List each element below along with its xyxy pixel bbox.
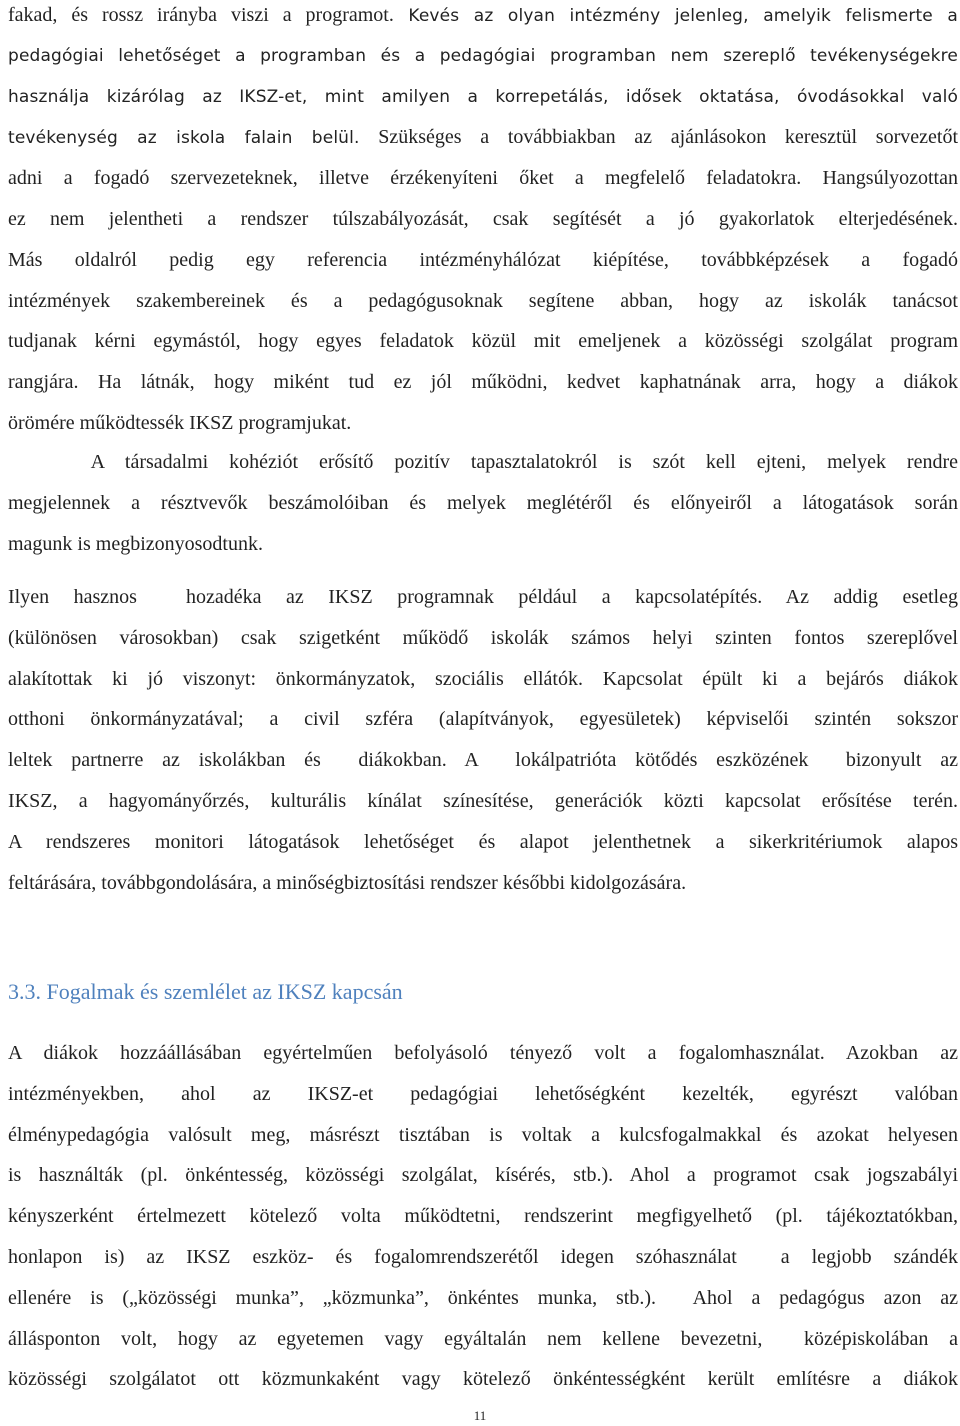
text-line: használja kizárólag az IKSZ-et, mint amilyen a korrepetálás, idősek oktatása, óvodásokkal való [8,86,958,107]
text-line: megjelennek a résztvevők beszámolóiban és melyek meglétéről és előnyeiről a látogatások során [8,491,958,514]
text-line: intézményekben, ahol az IKSZ-et pedagógiai lehetőségként kezelték, egyrészt valóban [8,1082,958,1105]
paragraph-1 [8,0,958,444]
text-line: kényszerként értelmezett kötelező volta működtetni, rendszerint megfigyelhető (pl. tájékoztatókban, [8,1205,958,1228]
text-line: (különösen városokban) csak szigetként működő iskolák számos helyi szinten fontos szereplővel [8,626,958,649]
text-line: A rendszeres monitori látogatások lehetőséget és alapot jelenthetnek a sikerkritériumok alapos [8,830,958,853]
text-line: fakad, és rossz irányba viszi a programot. Kevés az olyan intézmény jelenleg, amelyik felismerte a [8,4,958,26]
text-line: tudjanak kérni egymástól, hogy egyes feladatok közül mit emeljenek a közösségi szolgálat program [8,330,958,353]
text-line: Ilyen hasznos hozadéka az IKSZ programnak például a kapcsolatépítés. Az addig esetleg [8,586,958,608]
text-line: feltárására, továbbgondolására, a minőségbiztosítási rendszer későbbi kidolgozására. [8,871,687,894]
text-line: is használták (pl. önkéntesség, közösségi szolgálat, kísérés, stb.). Ahol a programot csak jogszabályi [8,1164,958,1187]
text-line: magunk is megbizonyosodtunk. [8,532,263,555]
text-line: intézmények szakembereinek és a pedagógusoknak segítene abban, hogy az iskolák tanácsot [8,289,958,312]
section-heading: 3.3. Fogalmak és szemlélet az IKSZ kapcsán [8,979,403,1004]
text-line: ez nem jelentheti a rendszer túlszabályozását, csak segítését a jó gyakorlatok elterjedésének. [8,207,958,230]
text-line: tevékenység az iskola falain belül. Szükséges a továbbiakban az ajánlásokon keresztül sorvezetőt [8,126,958,149]
text-line: rangjára. Ha látnák, hogy miként tud ez jól működni, kedvet kaphatnának arra, hogy a diákok [8,371,958,394]
text-line: közösségi szolgálatot ott közmunkaként vagy kötelező önkéntességként került említésre a diákok [8,1368,958,1391]
text-line: élménypedagógia valósult meg, másrészt tisztában is voltak a kulcsfogalmakkal és azokat helyesen [8,1123,958,1146]
text-line: otthoni önkormányzatával; a civil szféra (alapítványok, egyesületek) képviselői szintén sokszor [8,708,958,731]
text-line: adni a fogadó szervezeteknek, illetve érzékenyíteni őket a megfelelő feladatokra. Hangsúlyozottan [8,167,958,190]
text-line: honlapon is) az IKSZ eszköz- és fogalomrendszerétől idegen szóhasználat a legjobb szándék [8,1245,958,1268]
text-line: alakítottak ki jó viszonyt: önkormányzatok, szociális ellátók. Kapcsolat épült ki a bejárós diákok [8,667,958,690]
text-line: IKSZ, a hagyományőrzés, kulturális kínálat színesítése, generációk közti kapcsolat erősítése terén. [8,789,958,812]
paragraph-3 [8,577,958,903]
paragraph-2 [8,442,958,564]
text-line: örömére működtessék IKSZ programjukat. [8,411,352,434]
text-line: leltek partnerre az iskolákban és diákokban. A lokálpatrióta kötődés eszközének bizonyult az [8,749,958,772]
page-number: 11 [473,1408,487,1423]
text-line: pedagógiai lehetőséget a programban és a pedagógiai programban nem szereplő tevékenységekre [8,45,958,66]
text-line: állásponton volt, hogy az egyetemen vagy egyáltalán nem kellene bevezetni, középiskolában a [8,1327,958,1350]
text-line: ellenére is („közösségi munka”, „közmunka”, önkéntes munka, stb.). Ahol a pedagógus azon az [8,1286,958,1309]
text-line: A társadalmi kohéziót erősítő pozitív tapasztalatokról is szót kell ejteni, melyek rendre [8,451,958,473]
text-line: A diákok hozzáállásában egyértelműen befolyásoló tényező volt a fogalomhasználat. Azokban az [8,1042,958,1064]
text-line: Más oldalról pedig egy referencia intézményhálózat kiépítése, továbbképzések a fogadó [8,248,958,271]
paragraph-4 [8,1033,958,1400]
